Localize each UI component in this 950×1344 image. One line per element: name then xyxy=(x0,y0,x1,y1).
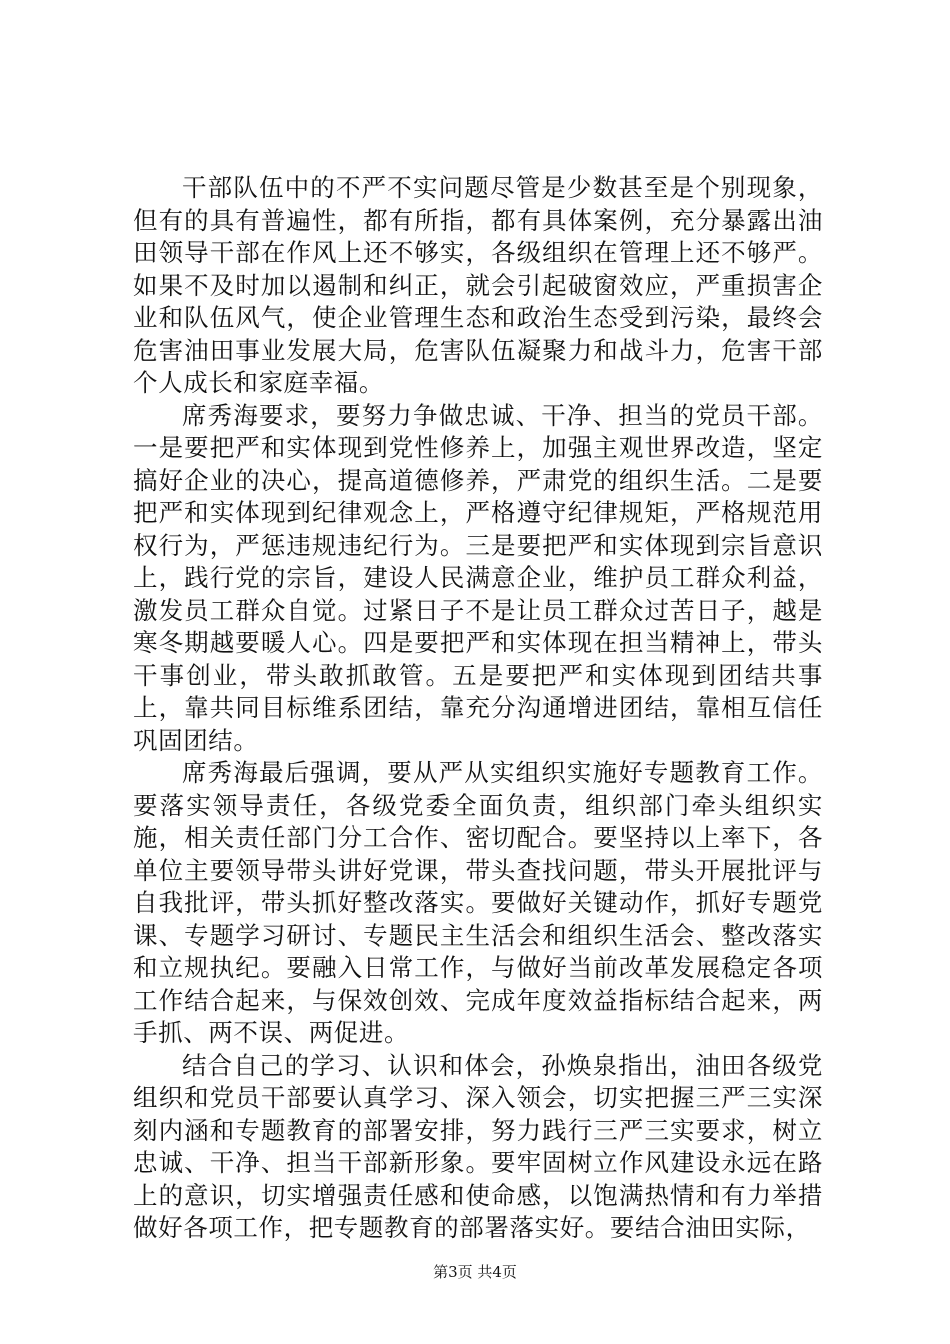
body-text xyxy=(133,172,823,1245)
page-number-footer: 第3页 共4页 xyxy=(433,1263,517,1281)
paragraph-3: 席秀海最后强调，要从严从实组织实施好专题教育工作。要落实领导责任，各级党委全面负责，组织部门牵头组织实施，相关责任部门分工合作、密切配合。要坚持以上率下，各单位主要领导带头讲好党课，带头查找问题，带头开展批评与自我批评，带头抓好整改落实。要做好关键动作，抓好专题党课、专题学习研讨、专题民主生活会和组织生活会、整改落实和立规执纪。要融入日常工作，与做好当前改革发展稳定各项工作结合起来，与保效创效、完成年度效益指标结合起来，两手抓、两不误、两促进。 xyxy=(133,758,823,1047)
paragraph-1: 干部队伍中的不严不实问题尽管是少数甚至是个别现象，但有的具有普遍性，都有所指，都有具体案例，充分暴露出油田领导干部在作风上还不够实，各级组织在管理上还不够严。如果不及时加以遏制和纠正，就会引起破窗效应，严重损害企业和队伍风气，使企业管理生态和政治生态受到污染，最终会危害油田事业发展大局，危害队伍凝聚力和战斗力，危害干部个人成长和家庭幸福。 xyxy=(133,173,823,397)
paragraph-2: 席秀海要求，要努力争做忠诚、干净、担当的党员干部。一是要把严和实体现到党性修养上，加强主观世界改造，坚定搞好企业的决心，提高道德修养，严肃党的组织生活。二是要把严和实体现到纪律观念上，严格遵守纪律规矩，严格规范用权行为，严惩违规违纪行为。三是要把严和实体现到宗旨意识上，践行党的宗旨，建设人民满意企业，维护员工群众利益，激发员工群众自觉。过紧日子不是让员工群众过苦日子，越是寒冬期越要暖人心。四是要把严和实体现在担当精神上，带头干事创业，带头敢抓敢管。五是要把严和实体现到团结共事上，靠共同目标维系团结，靠充分沟通增进团结，靠相互信任巩固团结。 xyxy=(133,400,823,755)
paragraph-4: 结合自己的学习、认识和体会，孙焕泉指出，油田各级党组织和党员干部要认真学习、深入领会，切实把握三严三实深刻内涵和专题教育的部署安排，努力践行三严三实要求，树立忠诚、干净、担当干部新形象。要牢固树立作风建设永远在路上的意识，切实增强责任感和使命感，以饱满热情和有力举措做好各项工作，把专题教育的部署落实好。要结合油田实际， xyxy=(133,1050,823,1242)
